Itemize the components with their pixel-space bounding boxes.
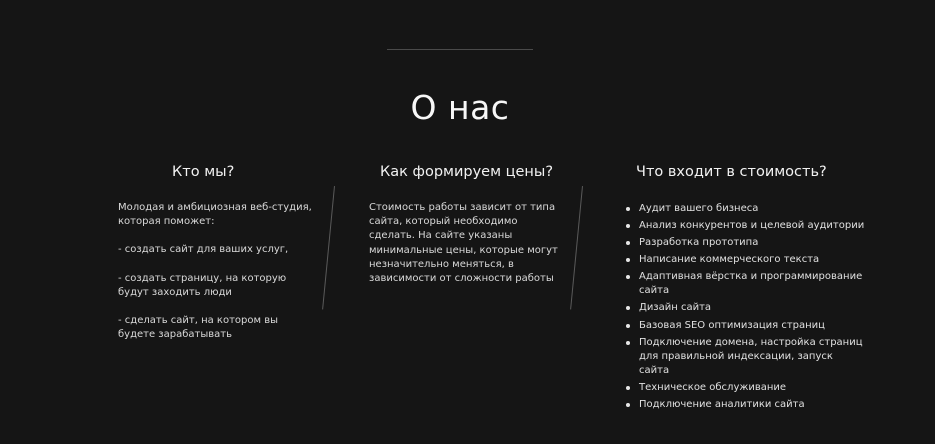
pricing-heading: Как формируем цены? xyxy=(380,164,554,180)
list-item: Разработка прототипа xyxy=(626,236,866,250)
list-item: Дизайн сайта xyxy=(626,301,866,315)
who-we-are-paragraph: - создать сайт для ваших услуг, xyxy=(118,244,289,256)
list-item: Подключение домена, настройка страниц для правильной индексации, запуск сайта xyxy=(626,336,866,378)
list-item: Техническое обслуживание xyxy=(626,381,866,395)
pricing-paragraph: Стоимость работы зависит от типа сайта, который необходимо сделать. На сайте указаны минимальные цены, которые могут незначительно меняться, в зависимости от сложности работы xyxy=(369,202,558,285)
who-we-are-heading: Кто мы? xyxy=(172,164,235,180)
list-item: Адаптивная вёрстка и программирование сайта xyxy=(626,270,866,298)
who-we-are-paragraph: Молодая и амбициозная веб-студия, которая поможет: xyxy=(118,202,312,228)
included-heading: Что входит в стоимость? xyxy=(636,164,827,180)
who-we-are-paragraph: - создать страницу, на которую будут заходить люди xyxy=(118,272,287,298)
included-list xyxy=(626,202,866,415)
list-item: Аудит вашего бизнеса xyxy=(626,202,866,216)
who-we-are-paragraph: - сделать сайт, на котором вы будете зарабатывать xyxy=(118,315,278,341)
list-item: Написание коммерческого текста xyxy=(626,253,866,267)
pricing-text xyxy=(369,201,559,286)
column-divider xyxy=(570,186,583,310)
list-item: Анализ конкурентов и целевой аудитории xyxy=(626,219,866,233)
list-item: Базовая SEO оптимизация страниц xyxy=(626,319,866,333)
list-item: Подключение аналитики сайта xyxy=(626,398,866,412)
page-title: О нас xyxy=(410,88,510,127)
column-divider xyxy=(322,186,335,310)
top-divider-line xyxy=(387,49,533,50)
who-we-are-text xyxy=(118,201,318,342)
